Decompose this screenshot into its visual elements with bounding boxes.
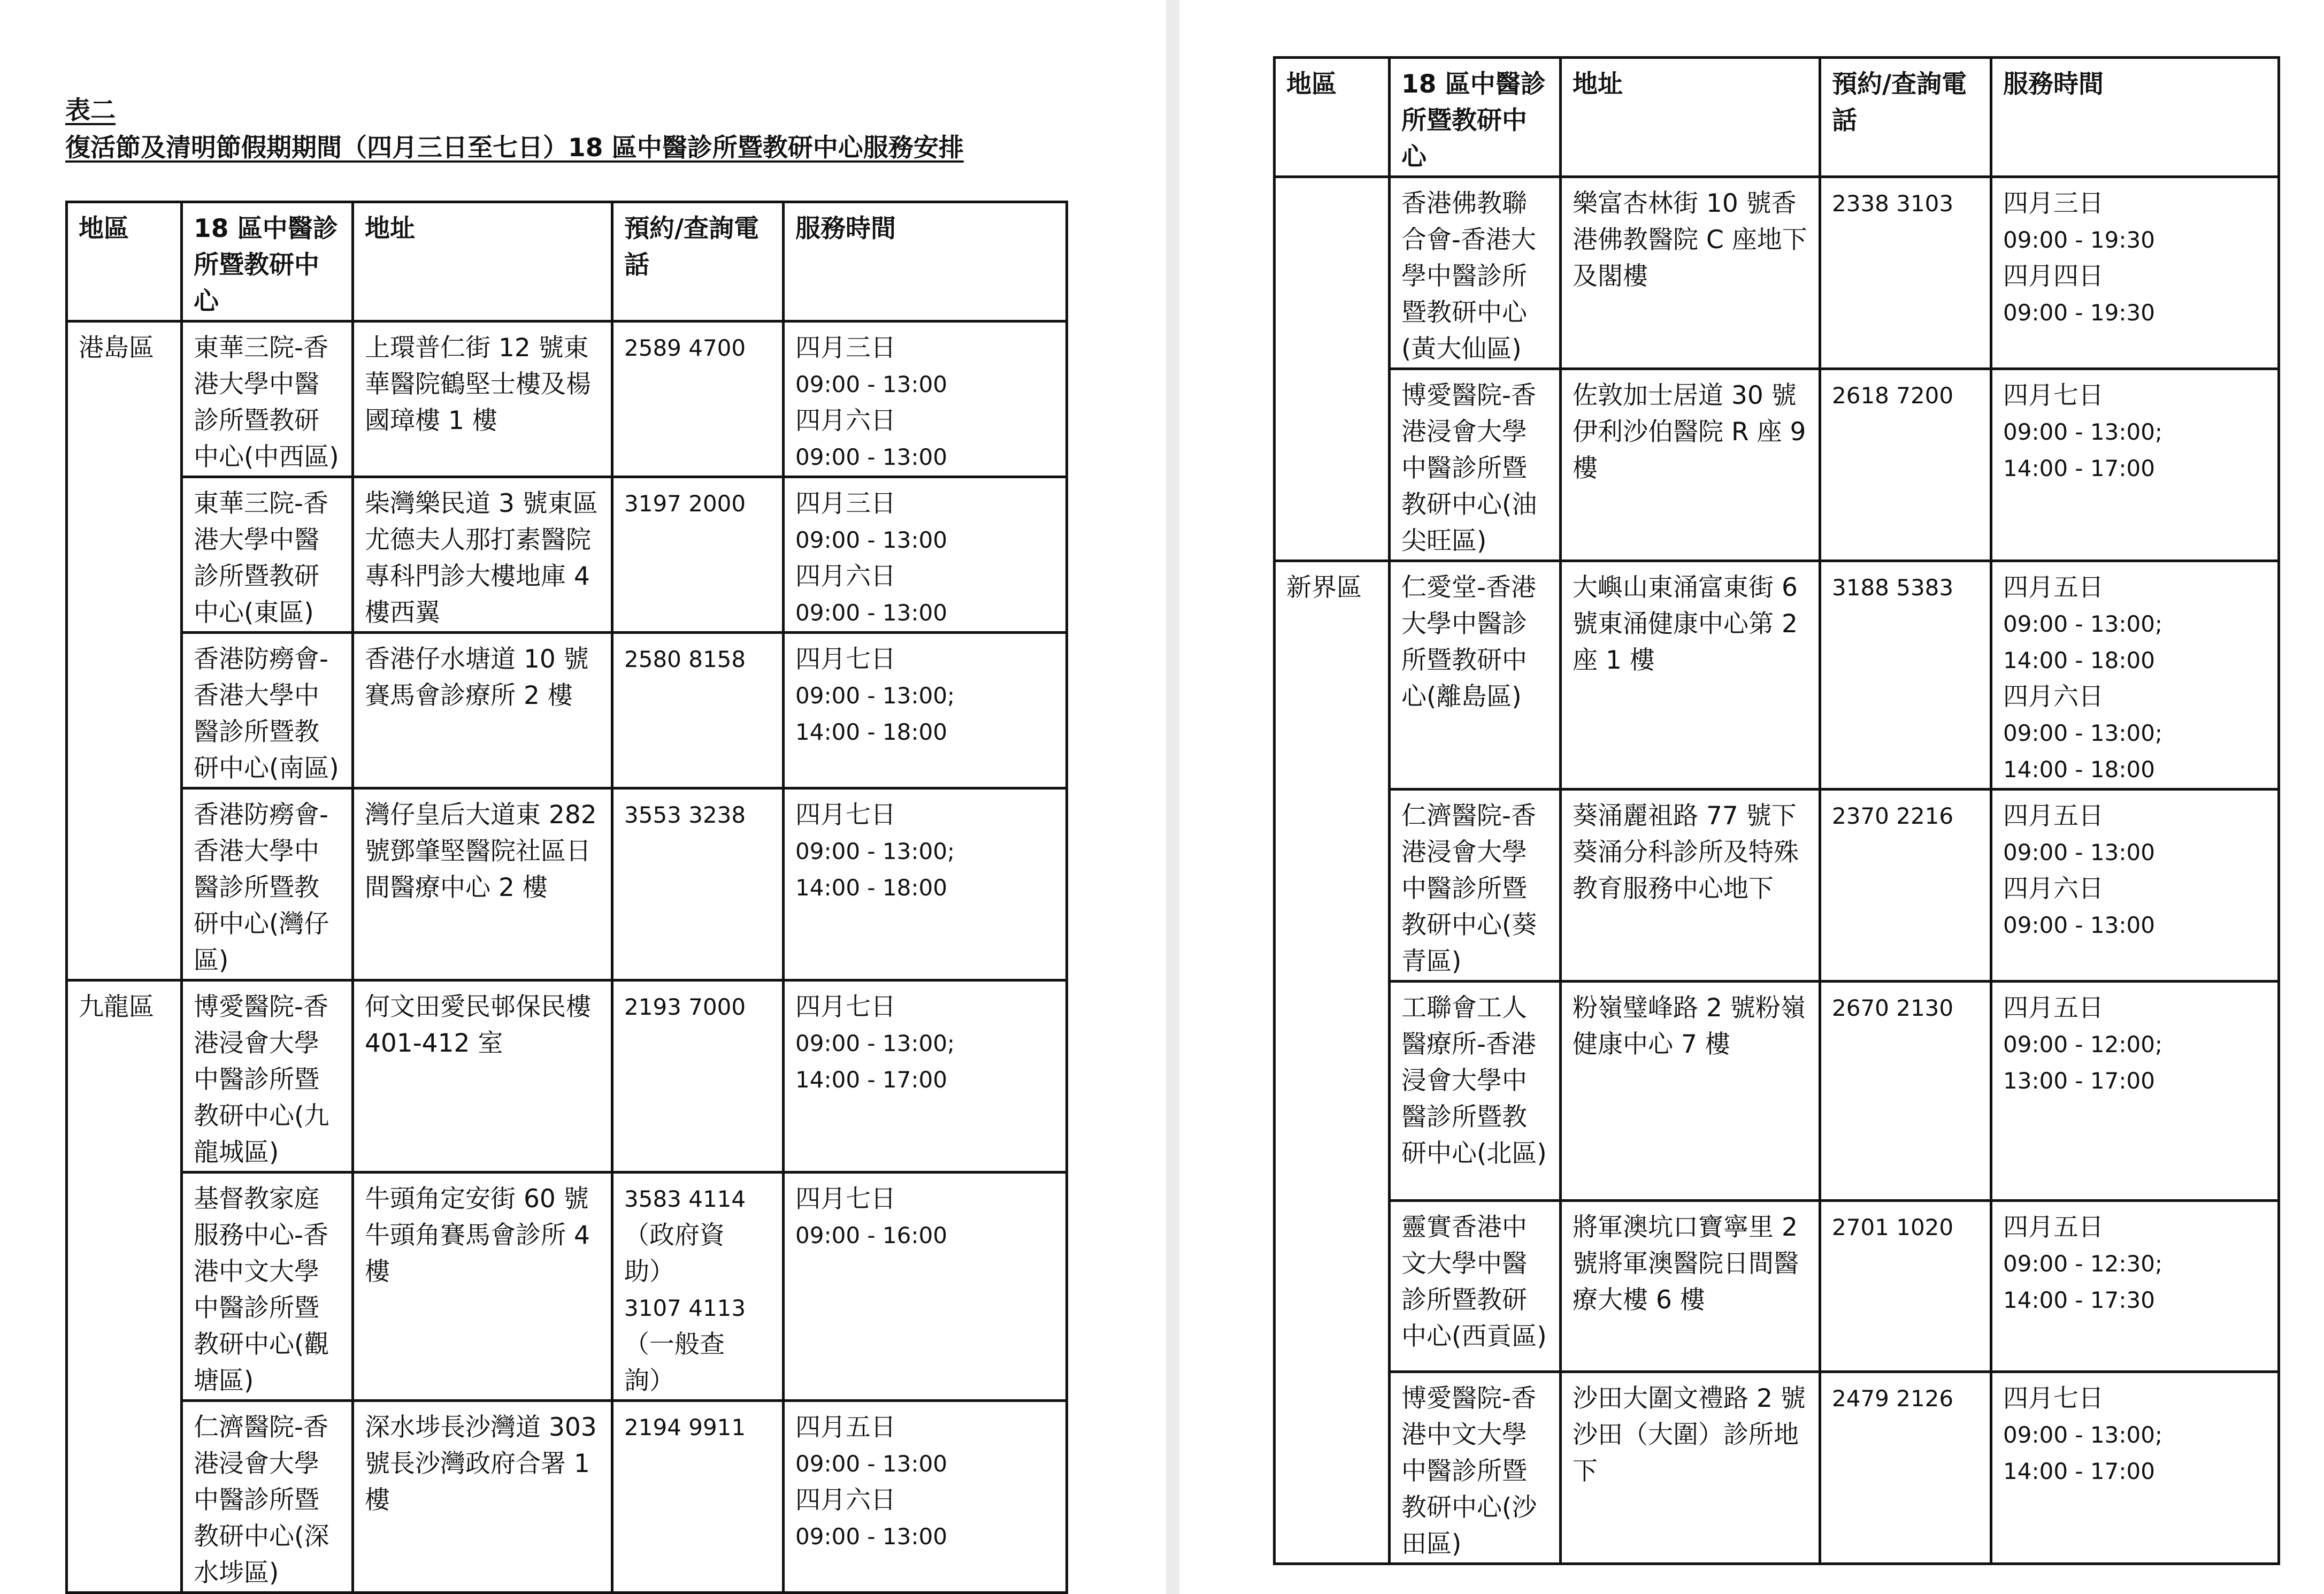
header-hours: 服務時間 xyxy=(784,202,1067,321)
hours-line: 09:00 - 13:00 xyxy=(795,444,947,470)
clinic-name: 博愛醫院-香港浸會大學中醫診所暨教研中心(九龍城區) xyxy=(182,980,353,1172)
clinic-name: 東華三院-香港大學中醫診所暨教研中心(中西區) xyxy=(182,321,353,477)
clinic-name: 博愛醫院-香港中文大學中醫診所暨教研中心(沙田區) xyxy=(1390,1372,1561,1564)
header-hours: 服務時間 xyxy=(1991,58,2279,177)
hours-line: 14:00 - 17:00 xyxy=(2003,455,2155,481)
hours-line: 13:00 - 17:00 xyxy=(2003,1068,2155,1094)
clinic-address: 上環普仁街 12 號東華醫院鶴堅士樓及楊國璋樓 1 樓 xyxy=(353,321,612,477)
hours-line: 四月五日 xyxy=(2003,993,2104,1023)
phone-number: 2618 7200 xyxy=(1832,382,1954,409)
table-row xyxy=(1275,369,2279,561)
hours-cell xyxy=(1991,1372,2279,1564)
phone-number: 2370 2216 xyxy=(1832,803,1954,829)
hours-cell xyxy=(784,788,1067,980)
hours-line: 14:00 - 17:30 xyxy=(2003,1287,2155,1313)
hours-line: 四月七日 xyxy=(2003,1384,2104,1413)
phone-cell xyxy=(612,321,784,477)
clinic-address: 佐敦加士居道 30 號伊利沙伯醫院 R 座 9 樓 xyxy=(1561,369,1820,561)
clinic-address: 大嶼山東涌富東街 6 號東涌健康中心第 2 座 1 樓 xyxy=(1561,561,1820,790)
clinic-name: 靈實香港中文大學中醫診所暨教研中心(西貢區) xyxy=(1390,1201,1561,1372)
hours-line: 09:00 - 13:00 xyxy=(795,600,947,626)
clinic-address: 深水埗長沙灣道 303 號長沙灣政府合署 1 樓 xyxy=(353,1401,612,1593)
header-row xyxy=(1275,58,2279,177)
schedule-table-right xyxy=(1273,56,2280,1565)
hours-line: 四月六日 xyxy=(2003,874,2104,903)
clinic-name: 仁愛堂-香港大學中醫診所暨教研中心(離島區) xyxy=(1390,561,1561,790)
hours-cell xyxy=(1991,982,2279,1201)
clinic-name: 基督教家庭服務中心-香港中文大學中醫診所暨教研中心(觀塘區) xyxy=(182,1172,353,1401)
phone-number: 3188 5383 xyxy=(1832,574,1954,601)
hours-line: 四月七日 xyxy=(795,992,896,1022)
hours-line: 09:00 - 13:00; xyxy=(795,838,955,864)
hours-line: 四月五日 xyxy=(2003,1213,2104,1242)
phone-number: 2701 1020 xyxy=(1832,1214,1954,1240)
clinic-address: 香港仔水塘道 10 號賽馬會診療所 2 樓 xyxy=(353,633,612,788)
hours-line: 四月三日 xyxy=(2003,189,2104,218)
phone-cell xyxy=(612,1172,784,1401)
phone-number: 3107 4113 xyxy=(624,1295,746,1321)
hours-line: 四月五日 xyxy=(2003,801,2104,831)
header-district: 地區 xyxy=(67,202,182,321)
clinic-address: 樂富杏林街 10 號香港佛教醫院 C 座地下及閣樓 xyxy=(1561,177,1820,369)
phone-number: 2338 3103 xyxy=(1832,190,1954,217)
header-clinic: 18 區中醫診所暨教研中心 xyxy=(1390,58,1561,177)
phone-number: 2194 9911 xyxy=(624,1414,746,1440)
district-cell: 九龍區 xyxy=(67,980,182,1593)
phone-number: 2580 8158 xyxy=(624,646,746,672)
hours-line: 09:00 - 16:00 xyxy=(795,1222,947,1248)
hours-line: 14:00 - 18:00 xyxy=(2003,756,2155,783)
header-clinic: 18 區中醫診所暨教研中心 xyxy=(182,202,353,321)
district-cell xyxy=(1275,177,1390,561)
table-row xyxy=(1275,982,2279,1201)
header-address: 地址 xyxy=(353,202,612,321)
hours-line: 14:00 - 17:00 xyxy=(795,1067,947,1093)
table-row xyxy=(67,1401,1067,1593)
hours-cell xyxy=(784,477,1067,633)
hours-line: 四月六日 xyxy=(795,406,896,435)
clinic-name: 香港佛教聯合會-香港大學中醫診所暨教研中心(黃大仙區) xyxy=(1390,177,1561,369)
phone-cell xyxy=(1820,369,1991,561)
clinic-name: 香港防癆會-香港大學中醫診所暨教研中心(灣仔區) xyxy=(182,788,353,980)
header-district: 地區 xyxy=(1275,58,1390,177)
phone-cell xyxy=(1820,982,1991,1201)
phone-cell xyxy=(1820,1372,1991,1564)
hours-line: 四月四日 xyxy=(2003,262,2104,291)
hours-line: 四月六日 xyxy=(2003,682,2104,711)
clinic-name: 工聯會工人醫療所-香港浸會大學中醫診所暨教研中心(北區) xyxy=(1390,982,1561,1201)
hours-line: 14:00 - 18:00 xyxy=(2003,647,2155,673)
phone-cell xyxy=(612,1401,784,1593)
clinic-name: 博愛醫院-香港浸會大學中醫診所暨教研中心(油尖旺區) xyxy=(1390,369,1561,561)
clinic-address: 葵涌麗祖路 77 號下葵涌分科診所及特殊教育服務中心地下 xyxy=(1561,790,1820,982)
hours-line: 09:00 - 19:30 xyxy=(2003,227,2155,253)
table-title: 復活節及清明節假期期間（四月三日至七日）18 區中醫診所暨教研中心服務安排 xyxy=(65,133,964,163)
clinic-address: 牛頭角定安街 60 號牛頭角賽馬會診所 4 樓 xyxy=(353,1172,612,1401)
clinic-address: 灣仔皇后大道東 282 號鄧肇堅醫院社區日間醫療中心 2 樓 xyxy=(353,788,612,980)
district-cell: 港島區 xyxy=(67,321,182,980)
table-row xyxy=(1275,1372,2279,1564)
hours-line: 09:00 - 13:00; xyxy=(795,1030,955,1056)
phone-number: 3583 4114 xyxy=(624,1186,746,1212)
hours-line: 14:00 - 18:00 xyxy=(795,719,947,745)
table-label: 表二 xyxy=(65,96,116,125)
hours-cell xyxy=(784,1172,1067,1401)
district-cell: 新界區 xyxy=(1275,561,1390,1564)
table-row xyxy=(1275,561,2279,790)
phone-note: （政府資助） xyxy=(624,1221,725,1286)
hours-cell xyxy=(1991,369,2279,561)
phone-cell xyxy=(612,633,784,788)
table-row xyxy=(1275,790,2279,982)
phone-number: 2479 2126 xyxy=(1832,1385,1954,1412)
hours-line: 09:00 - 13:00; xyxy=(2003,720,2163,746)
hours-line: 09:00 - 13:00 xyxy=(795,1451,947,1477)
header-address: 地址 xyxy=(1561,58,1820,177)
phone-cell xyxy=(612,980,784,1172)
table-row xyxy=(67,477,1067,633)
phone-cell xyxy=(1820,561,1991,790)
hours-cell xyxy=(784,980,1067,1172)
clinic-name: 仁濟醫院-香港浸會大學中醫診所暨教研中心(葵青區) xyxy=(1390,790,1561,982)
document-page-right xyxy=(1179,0,2324,1594)
clinic-name: 香港防癆會-香港大學中醫診所暨教研中心(南區) xyxy=(182,633,353,788)
phone-number: 2670 2130 xyxy=(1832,995,1954,1021)
hours-line: 14:00 - 17:00 xyxy=(2003,1458,2155,1484)
hours-line: 09:00 - 13:00 xyxy=(795,371,947,397)
clinic-name: 仁濟醫院-香港浸會大學中醫診所暨教研中心(深水埗區) xyxy=(182,1401,353,1593)
hours-line: 四月五日 xyxy=(2003,573,2104,602)
hours-line: 09:00 - 13:00; xyxy=(795,683,955,709)
hours-line: 四月三日 xyxy=(795,489,896,518)
table-row xyxy=(67,321,1067,477)
hours-line: 四月六日 xyxy=(795,1485,896,1515)
hours-line: 四月三日 xyxy=(795,333,896,363)
hours-line: 09:00 - 12:00; xyxy=(2003,1031,2163,1057)
hours-line: 四月六日 xyxy=(795,562,896,591)
table-heading xyxy=(65,92,964,167)
hours-cell xyxy=(784,321,1067,477)
hours-line: 09:00 - 13:00 xyxy=(795,527,947,553)
phone-cell xyxy=(1820,1201,1991,1372)
hours-line: 四月七日 xyxy=(795,645,896,674)
clinic-address: 何文田愛民邨保民樓 401-412 室 xyxy=(353,980,612,1172)
phone-number: 3197 2000 xyxy=(624,491,746,517)
hours-line: 09:00 - 19:30 xyxy=(2003,300,2155,326)
hours-line: 四月七日 xyxy=(795,1184,896,1214)
hours-cell xyxy=(1991,561,2279,790)
clinic-name: 東華三院-香港大學中醫診所暨教研中心(東區) xyxy=(182,477,353,633)
hours-line: 09:00 - 13:00; xyxy=(2003,611,2163,637)
hours-cell xyxy=(1991,1201,2279,1372)
hours-line: 09:00 - 13:00; xyxy=(2003,419,2163,445)
hours-cell xyxy=(1991,177,2279,369)
hours-line: 09:00 - 13:00 xyxy=(2003,912,2155,938)
phone-number: 3553 3238 xyxy=(624,802,746,828)
phone-number: 2589 4700 xyxy=(624,335,746,361)
phone-number: 2193 7000 xyxy=(624,994,746,1020)
table-row xyxy=(1275,177,2279,369)
phone-note: （一般查詢） xyxy=(624,1330,725,1396)
hours-line: 09:00 - 13:00; xyxy=(2003,1422,2163,1448)
clinic-address: 粉嶺璧峰路 2 號粉嶺健康中心 7 樓 xyxy=(1561,982,1820,1201)
hours-line: 四月七日 xyxy=(2003,381,2104,410)
hours-cell xyxy=(784,1401,1067,1593)
hours-line: 09:00 - 13:00 xyxy=(795,1523,947,1550)
hours-line: 四月五日 xyxy=(795,1413,896,1442)
clinic-address: 柴灣樂民道 3 號東區尤德夫人那打素醫院專科門診大樓地庫 4 樓西翼 xyxy=(353,477,612,633)
hours-line: 09:00 - 12:30; xyxy=(2003,1251,2163,1277)
clinic-address: 將軍澳坑口寶寧里 2 號將軍澳醫院日間醫療大樓 6 樓 xyxy=(1561,1201,1820,1372)
header-phone: 預約/查詢電話 xyxy=(612,202,784,321)
hours-line: 四月七日 xyxy=(795,800,896,830)
table-row xyxy=(1275,1201,2279,1372)
phone-cell xyxy=(612,788,784,980)
table-row xyxy=(67,980,1067,1172)
hours-line: 09:00 - 13:00 xyxy=(2003,839,2155,865)
table-row xyxy=(67,788,1067,980)
phone-cell xyxy=(1820,790,1991,982)
hours-cell xyxy=(784,633,1067,788)
header-row xyxy=(67,202,1067,321)
table-row xyxy=(67,633,1067,788)
hours-cell xyxy=(1991,790,2279,982)
hours-line: 14:00 - 18:00 xyxy=(795,875,947,901)
table-row xyxy=(67,1172,1067,1401)
phone-cell xyxy=(612,477,784,633)
header-phone: 預約/查詢電話 xyxy=(1820,58,1991,177)
clinic-address: 沙田大圍文禮路 2 號沙田（大圍）診所地下 xyxy=(1561,1372,1820,1564)
phone-cell xyxy=(1820,177,1991,369)
schedule-table-left xyxy=(65,201,1068,1594)
